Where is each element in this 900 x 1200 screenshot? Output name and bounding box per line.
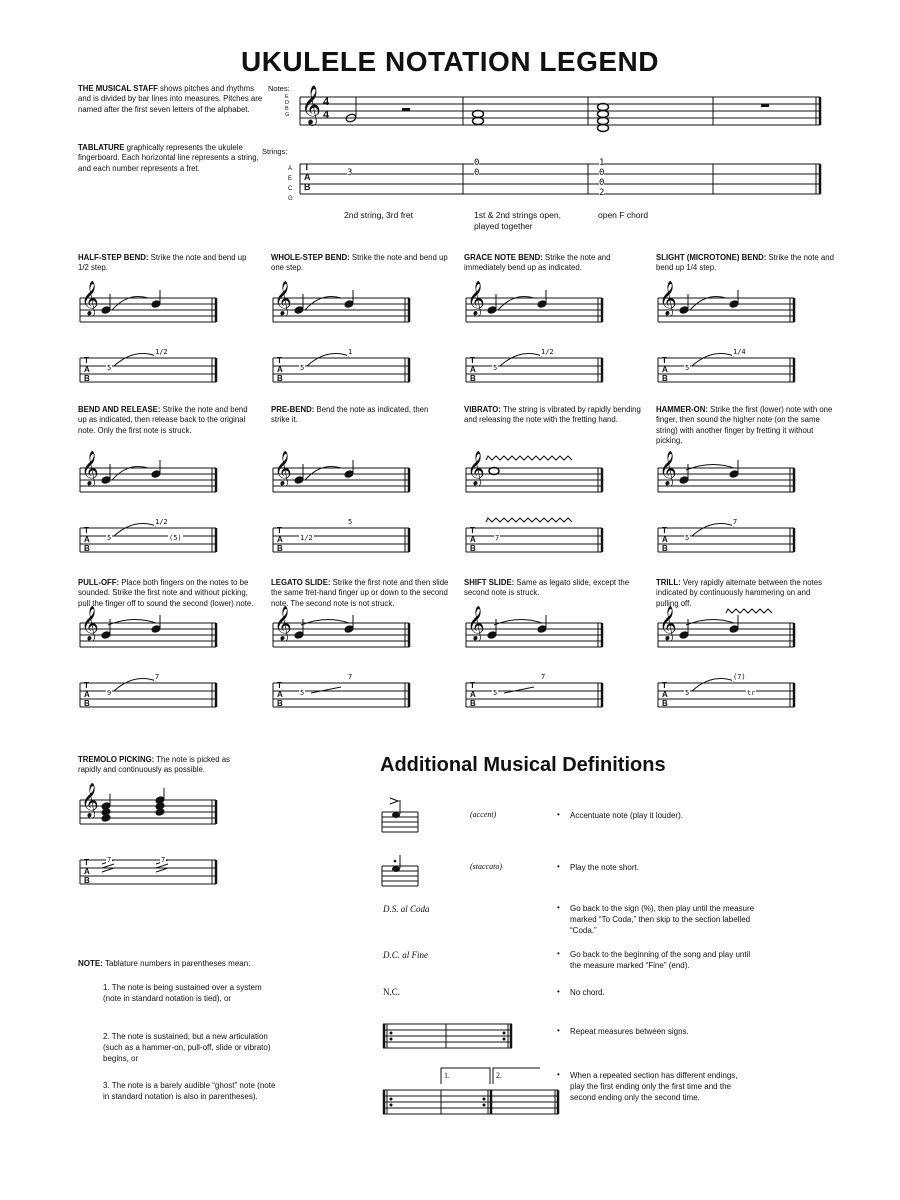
- technique-text: Strike the note and bend up 1/2 step.: [78, 253, 247, 273]
- treble-clef-icon: 𝄞: [467, 451, 485, 486]
- technique-name: BEND AND RELEASE:: [78, 405, 161, 414]
- note-item: 3. The note is a barely audible “ghost” note (note in standard notation is also in parentheses).: [103, 1081, 276, 1101]
- tab-number: 5: [493, 689, 498, 697]
- technique-text: Place both fingers on the notes to be sounded. Strike the first note and without picking, pull the finger off to sound the second (lower) note.: [78, 578, 254, 608]
- technique-text: Strike the note and bend up as indicated, then release back to the original note. Only the first note is struck.: [78, 405, 248, 435]
- technique-name: SLIGHT (MICROTONE) BEND:: [656, 253, 767, 262]
- tab-clef-letter: B: [470, 374, 476, 383]
- tab-clef-letter: B: [84, 876, 90, 885]
- tab-number: 7: [733, 518, 738, 526]
- tab-clef-letter: A: [304, 172, 311, 182]
- note-label: NOTE:: [78, 959, 103, 968]
- technique-name: VIBRATO:: [464, 405, 501, 414]
- tablature-description-text: graphically represents the ukulele fingerboard. Each horizontal line represents a string, and each number represents a fret.: [78, 143, 259, 173]
- tab-number: 3: [347, 168, 353, 178]
- tab-clef-letter: T: [662, 526, 667, 535]
- ds-al-coda-symbol: D.S. al Coda: [383, 904, 430, 914]
- time-signature-top: 4: [323, 96, 330, 108]
- technique-text: The note is picked as rapidly and continuously as possible.: [78, 755, 230, 775]
- technique-text: Strike the first (lower) note with one finger, then sound the higher note (on the same string) with another finger by fretting it without picking.: [656, 405, 833, 446]
- staff-letters: E D B G: [285, 94, 290, 118]
- tab-clef-letter: B: [304, 182, 311, 192]
- treble-clef-icon: 𝄞: [301, 85, 322, 125]
- tab-number: 5: [300, 364, 305, 372]
- tab-clef-letter: T: [470, 681, 475, 690]
- staff-description-label: THE MUSICAL STAFF: [78, 84, 158, 93]
- tab-clef-letter: A: [470, 690, 476, 699]
- tab-clef-letter: T: [84, 356, 89, 365]
- no-chord-symbol: N.C.: [383, 987, 401, 997]
- tab-clef-letter: B: [662, 544, 668, 553]
- tab-clef-letter: A: [470, 535, 476, 544]
- treble-clef-icon: 𝄞: [81, 451, 99, 486]
- treble-clef-icon: 𝄞: [81, 783, 99, 818]
- treble-clef-icon: 𝄞: [274, 281, 292, 316]
- note-item: 2. The note is sustained, but a new articulation (such as a hammer-on, pull-off, slide or vibrato) begins, or: [103, 1032, 271, 1063]
- tab-number: 5: [348, 518, 353, 526]
- bullet: •: [557, 862, 560, 871]
- second-ending-label: 2.: [496, 1071, 502, 1080]
- accent-description: Accentuate note (play it louder).: [570, 811, 683, 820]
- treble-clef-icon: 𝄞: [659, 451, 677, 486]
- tab-number: 5: [107, 534, 112, 542]
- bullet: •: [557, 987, 560, 996]
- time-signature-bottom: 4: [323, 109, 330, 121]
- tab-clef-letter: B: [277, 699, 283, 708]
- notes-label: Notes:: [268, 84, 290, 93]
- tab-number: 7: [107, 856, 112, 864]
- tab-clef-letter: T: [470, 526, 475, 535]
- tab-clef-letter: B: [277, 544, 283, 553]
- tab-clef-letter: T: [84, 681, 89, 690]
- tablature-description-label: TABLATURE: [78, 143, 125, 152]
- tab-clef-letter: A: [662, 535, 668, 544]
- tab-number: 7: [161, 856, 166, 864]
- technique-name: LEGATO SLIDE:: [271, 578, 331, 587]
- tab-clef-letter: B: [84, 544, 90, 553]
- tab-number: 9: [107, 689, 112, 697]
- tab-clef-letter: T: [277, 526, 282, 535]
- string-letter: G: [288, 196, 293, 202]
- dc-al-fine-symbol: D.C. al Fine: [383, 950, 428, 960]
- tab-clef-letter: B: [470, 699, 476, 708]
- tab-clef-letter: T: [662, 681, 667, 690]
- tab-clef-letter: A: [662, 365, 668, 374]
- string-letter: A: [288, 166, 293, 172]
- tab-clef-letter: T: [470, 356, 475, 365]
- tab-number: 7: [155, 673, 160, 681]
- tab-clef-letter: B: [84, 699, 90, 708]
- tab-number: 5: [107, 364, 112, 372]
- tab-number: 1: [348, 348, 353, 356]
- tab-number: 0: [474, 158, 480, 168]
- dc-al-fine-description: Go back to the beginning of the song and play until the measure marked “Fine” (end).: [570, 950, 751, 970]
- technique-name: TREMOLO PICKING:: [78, 755, 155, 764]
- technique-name: HAMMER-ON:: [656, 405, 708, 414]
- tab-clef-letter: A: [84, 690, 90, 699]
- treble-clef-icon: 𝄞: [274, 606, 292, 641]
- tab-clef-letter: T: [662, 356, 667, 365]
- bullet: •: [557, 1070, 560, 1079]
- ds-al-coda-description: Go back to the sign (%), then play until the measure marked “To Coda,” then skip to the section labelled “Coda.”: [570, 904, 755, 935]
- tab-number: 5: [685, 689, 690, 697]
- treble-clef-icon: 𝄞: [467, 281, 485, 316]
- technique-text: Very rapidly alternate between the notes indicated by continuously hammering on and pulling off.: [656, 578, 822, 608]
- staccato-symbol-label: (staccato): [470, 862, 502, 871]
- technique-text: Strike the note and bend up one step.: [271, 253, 448, 273]
- bullet: •: [557, 903, 560, 912]
- tab-number: 5: [493, 364, 498, 372]
- endings-description: When a repeated section has different endings, play the first ending only the first time and the second ending only the second time.: [570, 1071, 738, 1102]
- tab-clef-letter: T: [304, 162, 310, 172]
- technique-name: GRACE NOTE BEND:: [464, 253, 543, 262]
- strings-label: Strings:: [262, 147, 288, 156]
- tab-clef-letter: B: [662, 374, 668, 383]
- tab-number: 1: [599, 158, 605, 168]
- caption: 2nd string, 3rd fret: [344, 210, 413, 220]
- tab-number: tr: [747, 689, 756, 697]
- tab-number: 5: [685, 534, 690, 542]
- caption: 1st & 2nd strings open, played together: [474, 210, 561, 231]
- tab-clef-letter: T: [277, 356, 282, 365]
- tab-number: 1/2: [300, 534, 313, 542]
- tab-clef-letter: A: [84, 365, 90, 374]
- treble-clef-icon: 𝄞: [81, 606, 99, 641]
- tab-clef-letter: A: [277, 690, 283, 699]
- string-letter: C: [288, 186, 293, 192]
- tab-clef-letter: A: [84, 535, 90, 544]
- no-chord-description: No chord.: [570, 988, 605, 997]
- bullet: •: [557, 1026, 560, 1035]
- tab-clef-letter: A: [470, 365, 476, 374]
- tab-number: 7: [348, 673, 353, 681]
- note-item: 1. The note is being sustained over a system (note in standard notation is tied), or: [103, 983, 262, 1003]
- tab-number: 7: [541, 673, 546, 681]
- technique-name: TRILL:: [656, 578, 681, 587]
- technique-name: PULL-OFF:: [78, 578, 120, 587]
- technique-text: Strike the note and bend up 1/4 step.: [656, 253, 834, 273]
- tab-number: 1/4: [733, 348, 746, 356]
- technique-text: Bend the note as indicated, then strike it.: [271, 405, 429, 425]
- tab-number: 5: [685, 364, 690, 372]
- tab-number: 2: [599, 188, 605, 198]
- technique-text: Same as legato slide, except the second note is struck.: [464, 578, 630, 598]
- tab-clef-letter: A: [662, 690, 668, 699]
- tab-number: 1/2: [155, 518, 168, 526]
- tab-clef-letter: B: [277, 374, 283, 383]
- tab-number: 5: [300, 689, 305, 697]
- accent-symbol-label: (accent): [470, 810, 497, 819]
- technique-text: The string is vibrated by rapidly bending and releasing the note with the fretting hand.: [464, 405, 641, 425]
- tab-clef-letter: A: [84, 867, 90, 876]
- tab-number: 0: [474, 168, 480, 178]
- technique-name: SHIFT SLIDE:: [464, 578, 515, 587]
- tab-clef-letter: B: [662, 699, 668, 708]
- staccato-description: Play the note short.: [570, 863, 639, 872]
- technique-text: Strike the note and immediately bend up as indicated.: [464, 253, 611, 273]
- treble-clef-icon: 𝄞: [81, 281, 99, 316]
- tab-number: (7): [733, 673, 746, 681]
- tab-number: 1/2: [155, 348, 168, 356]
- technique-name: HALF-STEP BEND:: [78, 253, 149, 262]
- tab-number: 1/2: [541, 348, 554, 356]
- tab-number: 0: [599, 168, 605, 178]
- note-intro-text: Tablature numbers in parentheses mean:: [102, 959, 251, 968]
- technique-name: PRE-BEND:: [271, 405, 315, 414]
- page-title: UKULELE NOTATION LEGEND: [240, 46, 659, 77]
- bullet: •: [557, 949, 560, 958]
- additional-definitions-heading: Additional Musical Definitions: [380, 754, 666, 776]
- technique-text: Strike the first note and then slide the same fret-hand finger up or down to the second note. The second note is not struck.: [271, 578, 449, 608]
- treble-clef-icon: 𝄞: [659, 281, 677, 316]
- tab-clef-letter: T: [84, 858, 89, 867]
- tab-clef-letter: T: [84, 526, 89, 535]
- caption: open F chord: [598, 210, 649, 220]
- repeat-description: Repeat measures between signs.: [570, 1027, 689, 1036]
- note-intro: [78, 958, 298, 969]
- treble-clef-icon: 𝄞: [467, 606, 485, 641]
- bullet: •: [557, 810, 560, 819]
- tab-number: 0: [599, 178, 605, 188]
- staff-description-text: shows pitches and rhythms and is divided by bar lines into measures. Pitches are named after the first seven letters of the alphabet.: [78, 84, 263, 114]
- tab-clef-letter: B: [470, 544, 476, 553]
- technique-name: WHOLE-STEP BEND:: [271, 253, 350, 262]
- tab-clef-letter: A: [277, 535, 283, 544]
- string-letter: E: [288, 176, 293, 182]
- tab-clef-letter: B: [84, 374, 90, 383]
- first-ending-label: 1.: [444, 1071, 450, 1080]
- tab-number: (5): [169, 534, 182, 542]
- tab-number: 7: [495, 534, 500, 542]
- treble-clef-icon: 𝄞: [659, 606, 677, 641]
- tab-clef-letter: A: [277, 365, 283, 374]
- treble-clef-icon: 𝄞: [274, 451, 292, 486]
- tab-clef-letter: T: [277, 681, 282, 690]
